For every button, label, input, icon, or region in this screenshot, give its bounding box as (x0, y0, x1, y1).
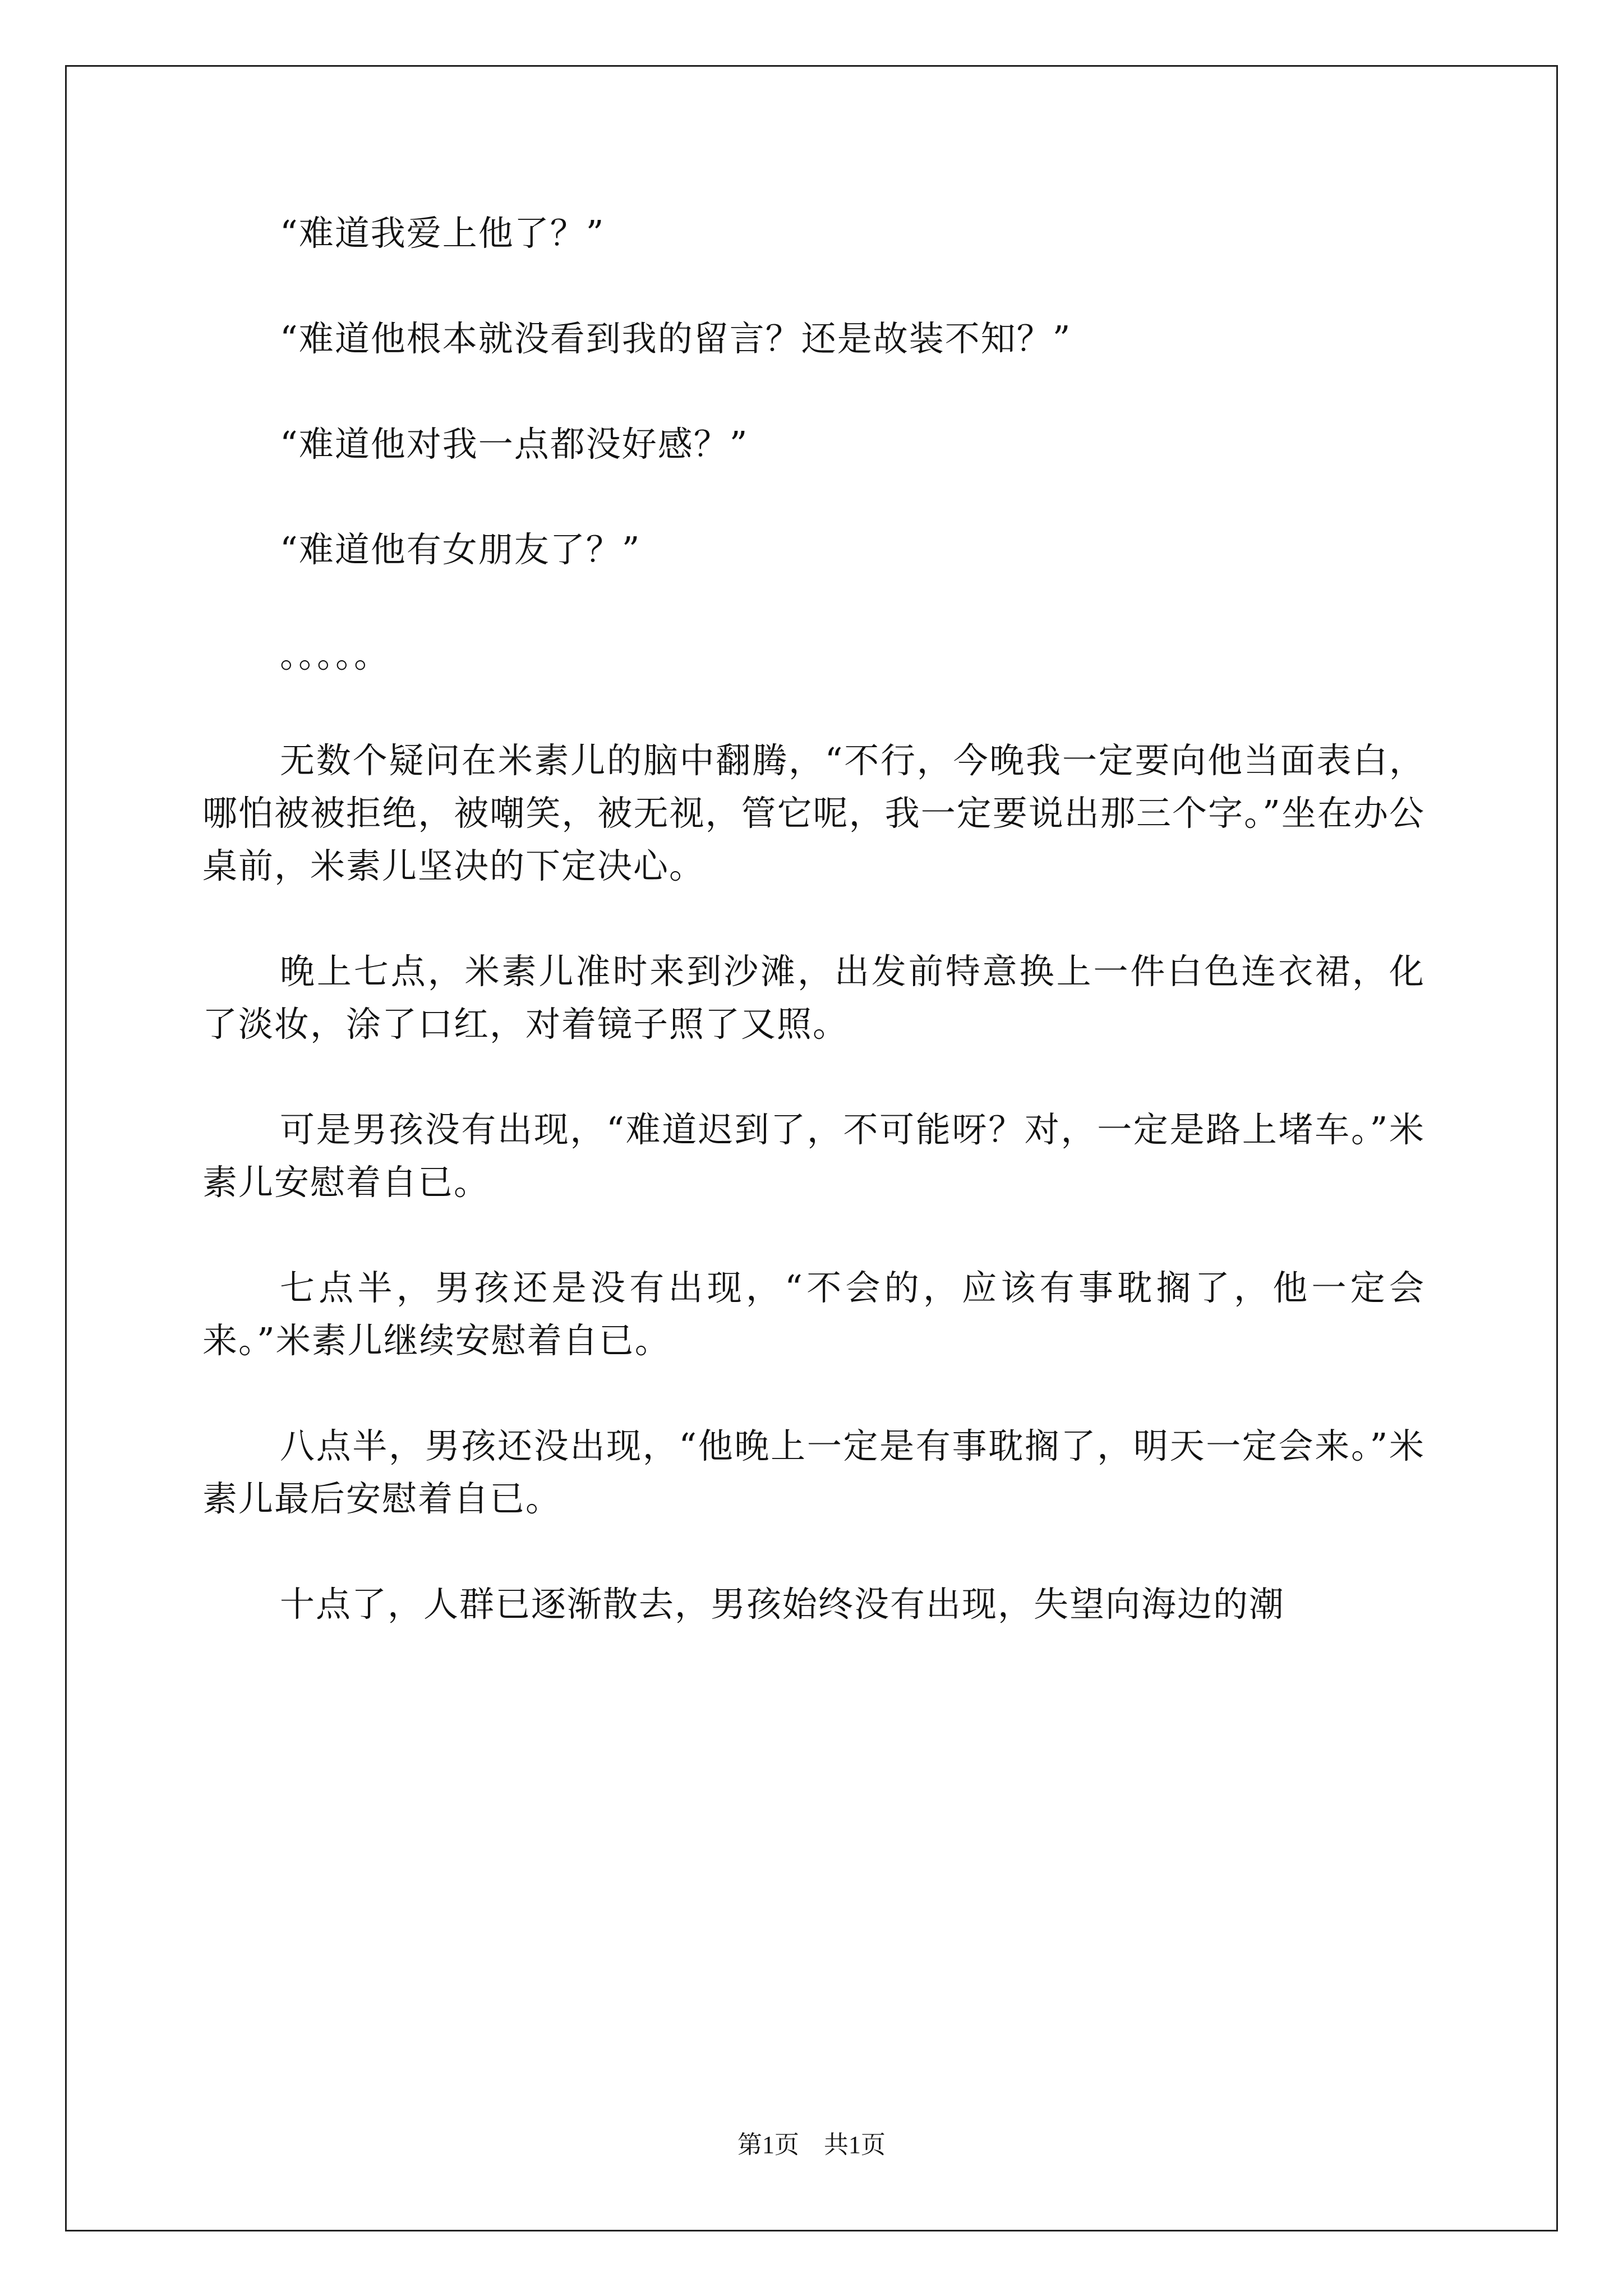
document-body (202, 207, 1425, 1683)
paragraph-7: 晚上七点，米素儿准时来到沙滩，出发前特意换上一件白色连衣裙，化了淡妆，涂了口红，对着镜子照了又照。 (202, 951, 1425, 1045)
paragraph-1: “难道我爱上他了？” (280, 213, 605, 254)
paragraph-8: 可是男孩没有出现，“难道迟到了，不可能呀？对，一定是路上堵车。”米素儿安慰着自已。 (202, 1109, 1425, 1203)
paragraph-4: “难道他有女朋友了？” (280, 529, 641, 570)
paragraph-9: 七点半，男孩还是没有出现，“不会的，应该有事耽搁了，他一定会来。”米素儿继续安慰着自已。 (202, 1267, 1425, 1361)
paragraph-6: 无数个疑问在米素儿的脑中翻腾，“不行，今晚我一定要向他当面表白，哪怕被被拒绝，被嘲笑，被无视，管它呢，我一定要说出那三个字。”坐在办公桌前，米素儿坚决的下定决心。 (202, 740, 1425, 886)
paragraph-2: “难道他根本就没看到我的留言？还是故装不知？” (280, 318, 1072, 359)
paragraph-5: 。。。。。 (280, 634, 390, 675)
paragraph-11: 十点了，人群已逐渐散去，男孩始终没有出现，失望向海边的潮 (280, 1584, 1285, 1625)
page-frame (65, 65, 1558, 2231)
paragraph-3: “难道他对我一点都没好感？” (280, 424, 749, 464)
page-footer: 第1页 共1页 (737, 2131, 886, 2159)
paragraph-10: 八点半，男孩还没出现，“他晚上一定是有事耽搁了，明天一定会来。”米素儿最后安慰着自已。 (202, 1425, 1425, 1519)
